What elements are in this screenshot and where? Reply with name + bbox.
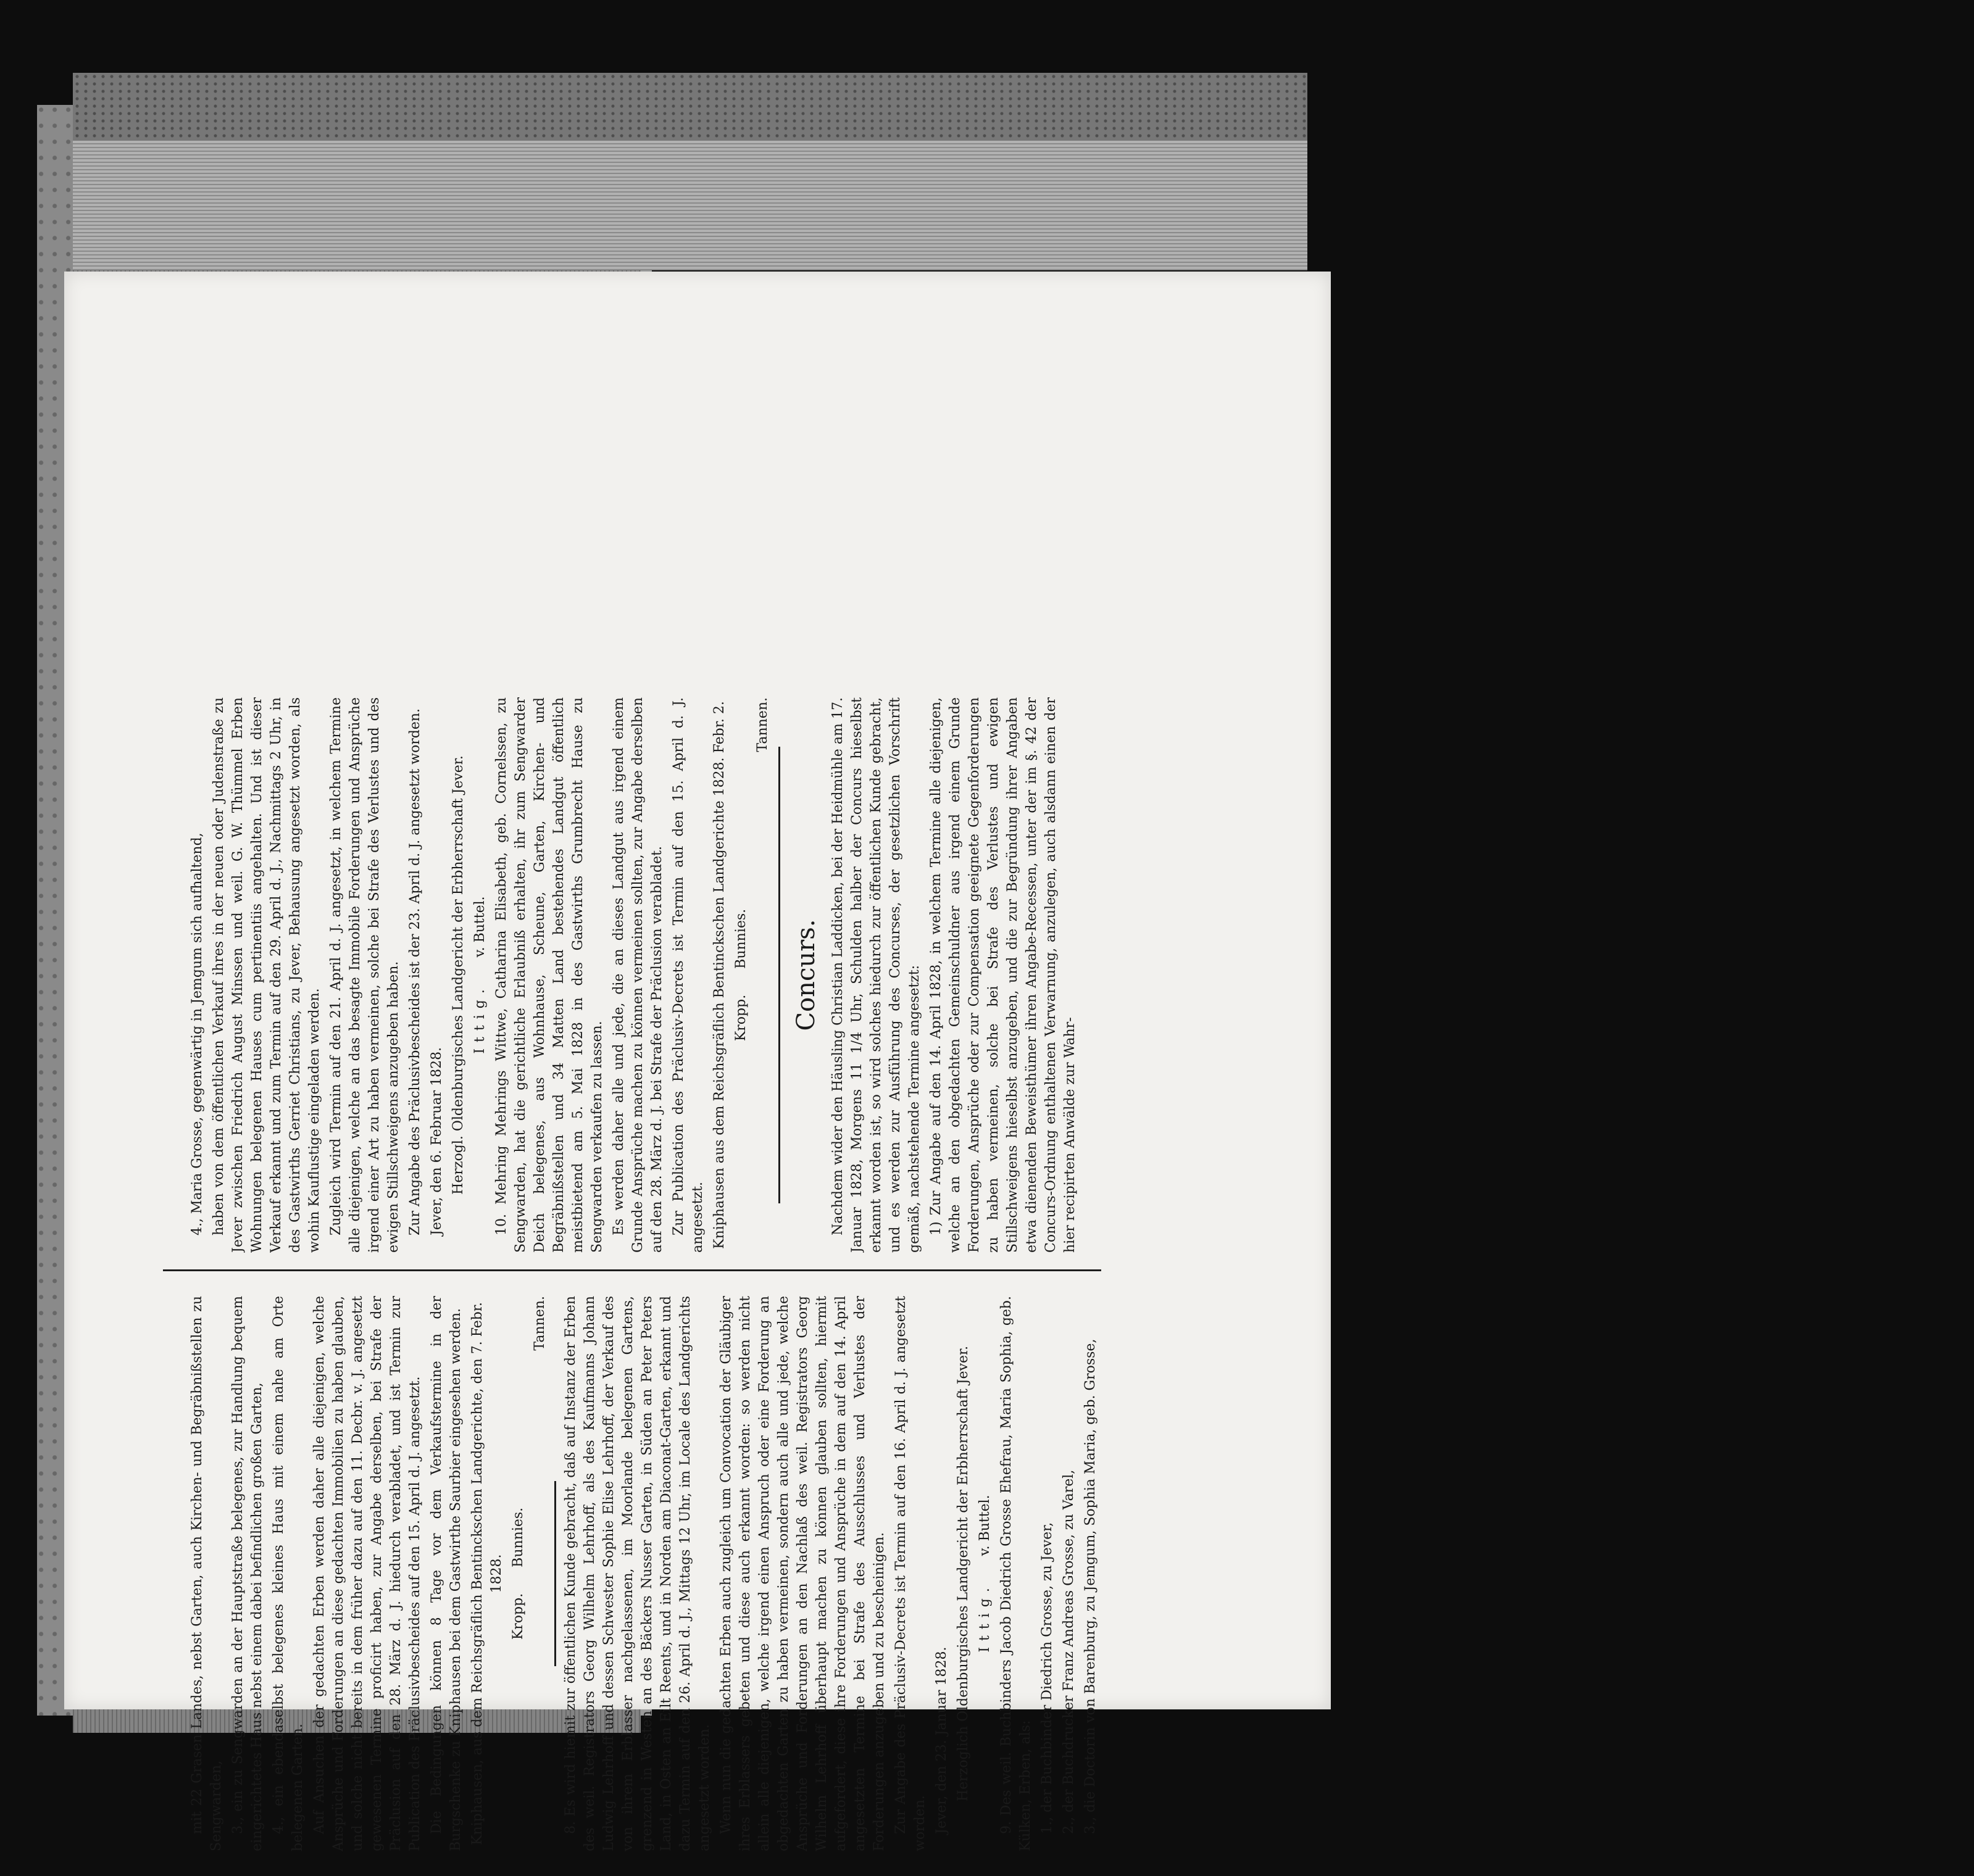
signature: Ittig. bbox=[977, 1582, 993, 1653]
paragraph: Wenn nun die gedachten Erben auch zugleich um Convocation der Gläubiger ihres Erblassers gebeten und diese auch erkannt worden: so werden nicht allein alle diejenigen, welche irgend einen Anspruch oder eine Forderung an obgedachten Garten zu haben vermeinen, sondern auch alle und jede, welche Ansprüche und Forderungen an den Nachlaß des weil. Registrators Georg Wilhelm Lehrhoff überhaupt machen zu können glauben sollten, hiermit aufgefordert, diese ihre Forderungen und Ansprüche in dem auf den 14. April angesetzten Termine bei Strafe des Ausschlusses und Verlustes der Forderungen anzugeben und zu bescheinigen. bbox=[718, 1296, 887, 1851]
signature: v. Buttel. bbox=[977, 1495, 993, 1556]
court-name: Herzoglich Oldenburgisches Landgericht der Erbherrschaft Jever. bbox=[956, 1345, 971, 1802]
paragraph: Zur Publication des Präclusiv-Decrets ist Termin auf den 15. April d. J. angesetzt. bbox=[671, 697, 706, 1253]
signature: v. Buttel. bbox=[472, 896, 488, 958]
paragraph: 3., die Doctorin von Barenburg, zu Jemgum, Sophia Maria, geb. Grosse, bbox=[1083, 1339, 1098, 1834]
book-cover-top bbox=[73, 73, 1307, 141]
paragraph: haben von dem öffentlichen Verkauf ihres in der neuen oder Judenstraße zu Jever zwischen Friedrich August Minssen und weil. G. W. Thümmel Erben Wohnungen belegenen Hauses cum pertinentiis angehalten. Und ist dieser Verkauf erkannt und zum Termin auf den 29. April d. J., Nachmittags 2 Uhr, in des Gastwirths Gerriet Christians, zu Jever, Behausung angesetzt worden, als wohin Kauflustige eingeladen werden. bbox=[211, 697, 322, 1253]
paragraph: 3., ein zu Sengwarden an der Hauptstraße belegenes, zur Handlung bequem eingerichtetes Haus nebst einem dabei befindlichen großen Garten, bbox=[230, 1296, 265, 1851]
paragraph: 1) Zur Angabe auf den 14. April 1828, in welchem Termine alle diejenigen, welche an den obgedachten Gemeinschuldner aus irgend einem Grunde Forderungen, Ansprüche oder zur Compensation geeignete Gegenforderungen zu haben vermeinen, solche bei Strafe des Verlustes und ewigen Stillschweigens hieselbst anzugeben, und die zur Begründung ihrer Angaben etwa dienenden Beweisthümer ihren Angabe-Recessen, unter der im §. 42 der Concurs-Ordnung enthaltenen Verwarnung, anzulegen, auch alsdann einen der hier recipirten Anwälde zur Wahr- bbox=[928, 697, 1078, 1253]
signature: Bunnies. bbox=[733, 908, 749, 969]
text-column-right bbox=[188, 697, 1101, 1253]
paragraph: Zur Angabe des Präclusiv-Decrets ist Termin auf den 16. April d. J. angesetzt worden. bbox=[893, 1296, 928, 1851]
signature: Tannen. bbox=[755, 697, 770, 752]
paragraph: 4., Maria Grosse, gegenwärtig in Jemgum sich aufhaltend, bbox=[189, 832, 205, 1235]
signature: Kropp. bbox=[733, 994, 749, 1042]
text-column-left bbox=[188, 1296, 1101, 1851]
signature-line bbox=[509, 1296, 528, 1851]
column-divider bbox=[163, 1269, 1101, 1271]
newspaper-page bbox=[64, 272, 1331, 1851]
signature: Bunnies. bbox=[510, 1507, 526, 1567]
signature: Tannen. bbox=[532, 1296, 548, 1351]
paragraph: 1., der Buchbinder Diedrich Grosse, zu Jever, bbox=[1039, 1522, 1055, 1834]
section-rule bbox=[778, 747, 780, 1203]
section-rule bbox=[554, 1481, 556, 1666]
signature-line bbox=[975, 1296, 994, 1851]
signature-line bbox=[470, 697, 489, 1253]
paragraph: Auf Ansuchen der gedachten Erben werden daher alle diejenigen, welche Ansprüche und Forderungen an diese gedachten Immobilien zu haben glauben, und solche nicht bereits in dem früher dazu auf den 11. Decbr. v. J. angesetzt gewesenen Termine proficirt haben, zur Angabe derselben, bei Strafe der Präclusion auf den 28. März d. J. hiedurch verabladet, und ist Termin zur Publication des Präclusivbescheides auf den 15. April d. J. angesetzt. bbox=[312, 1296, 423, 1851]
paragraph: mit 22 Grasen Landes, nebst Garten, auch Kirchen- und Begräbnißstellen zu Sengwarden, bbox=[189, 1296, 224, 1851]
section-heading: Concurs. bbox=[792, 919, 820, 1031]
dateline: Jever, den 6. Februar 1828. bbox=[429, 1047, 444, 1235]
paragraph: Zur Angabe des Präclusivbescheides ist der 23. April d. J. angesetzt worden. bbox=[407, 708, 423, 1235]
court-name: Herzogl. Oldenburgisches Landgericht der Erbherrschaft Jever. bbox=[451, 755, 466, 1195]
dateline: Kniphausen aus dem Reichsgräflich Bentinckschen Landgerichte 1828. Febr. 2. bbox=[712, 701, 727, 1249]
paragraph: 2., der Buchdrucker Franz Andreas Grosse, zu Varel, bbox=[1061, 1469, 1077, 1834]
signature-line bbox=[731, 697, 751, 1253]
paragraph: Nachdem wider den Häusling Christian Laddicken, bei der Heidmühle am 17. Januar 1828, Morgens 11 1/4 Uhr, Schulden halber der Concurs hieselbst erkannt worden ist, so wird solches hiedurch zur öffentlichen Kunde gebracht, und es werden zur Ausführung des Concurses, der gesetzlichen Vorschrift gemäß, nachstehende Termine angesetzt: bbox=[830, 697, 922, 1253]
paragraph: Es werden daher alle und jede, die an dieses Landgut aus irgend einem Grunde Ansprüche machen zu können vermeinen sollten, zur Angabe derselben auf den 28. März d. J. bei Strafe der Präclusion verabladet. bbox=[611, 697, 665, 1253]
paragraph: Die Bedingungen können 8 Tage vor dem Verkaufstermine in der Burgschenke zu Kniphausen bei dem Gastwirthe Saurbier eingesehen werden. bbox=[429, 1296, 464, 1851]
paragraph: Zugleich wird Termin auf den 21. April d. J. angesetzt, in welchem Termine alle diejenigen, welche an das besagte Immobile Forderungen und Ansprüche irgend einer Art zu haben vermeinen, solche bei Strafe des Verlustes und des ewigen Stillschweigens anzugeben haben. bbox=[328, 697, 401, 1253]
paragraph: 9. Des weil. Buchbinders Jacob Diedrich Grosse Ehefrau, Maria Sophia, geb. Külken, Erben, als: bbox=[999, 1296, 1033, 1851]
paragraph: 4., ein ebendaselbst belegenes kleines Haus mit einem nahe am Orte belegenen Garten. bbox=[271, 1296, 306, 1851]
paragraph: 8. Es wird hiemit zur öffentlichen Kunde gebracht, daß auf Instanz der Erben des weil. Registrators Georg Wilhelm Lehrhoff, als des Kaufmanns Johann Ludwig Lehrhoff und dessen Schwester Sophie Elise Lehrhoff, der Verkauf des von ihrem Erblasser nachgelassenen, im Moorlande belegenen Gartens, grenzend in Westen an des Bäckers Nusser Garten, in Süden an Peter Peters Land, in Osten an Eilt Reents, und in Norden am Diaconat-Garten, erkannt und dazu Termin auf den 26. April d. J., Mittags 12 Uhr, im Locale des Landgerichts angesetzt worden. bbox=[563, 1296, 712, 1851]
dateline: Jever, den 23. Januar 1828. bbox=[934, 1646, 949, 1834]
paragraph: 10. Mehring Mehrings Wittwe, Catharina Elisabeth, geb. Cornelssen, zu Sengwarden, hat die gerichtliche Erlaubniß erhalten, ihr zum Sengwarder Deich belegenes, aus Wohnhause, Scheune, Garten, Kirchen- und Begräbnißstellen und 34 Matten Land bestehendes Landgut öffentlich meistbietend am 5. Mai 1828 in des Gastwirths Grumbrecht Hause zu Sengwarden verkaufen zu lassen. bbox=[494, 697, 605, 1253]
signature: Ittig. bbox=[472, 983, 488, 1054]
rotated-text-block bbox=[151, 568, 1138, 1876]
dateline: Kniphausen, aus dem Reichsgräflich Bentinckschen Landgerichte, den 7. Febr. 1828. bbox=[470, 1302, 504, 1845]
signature: Kropp. bbox=[510, 1593, 526, 1640]
